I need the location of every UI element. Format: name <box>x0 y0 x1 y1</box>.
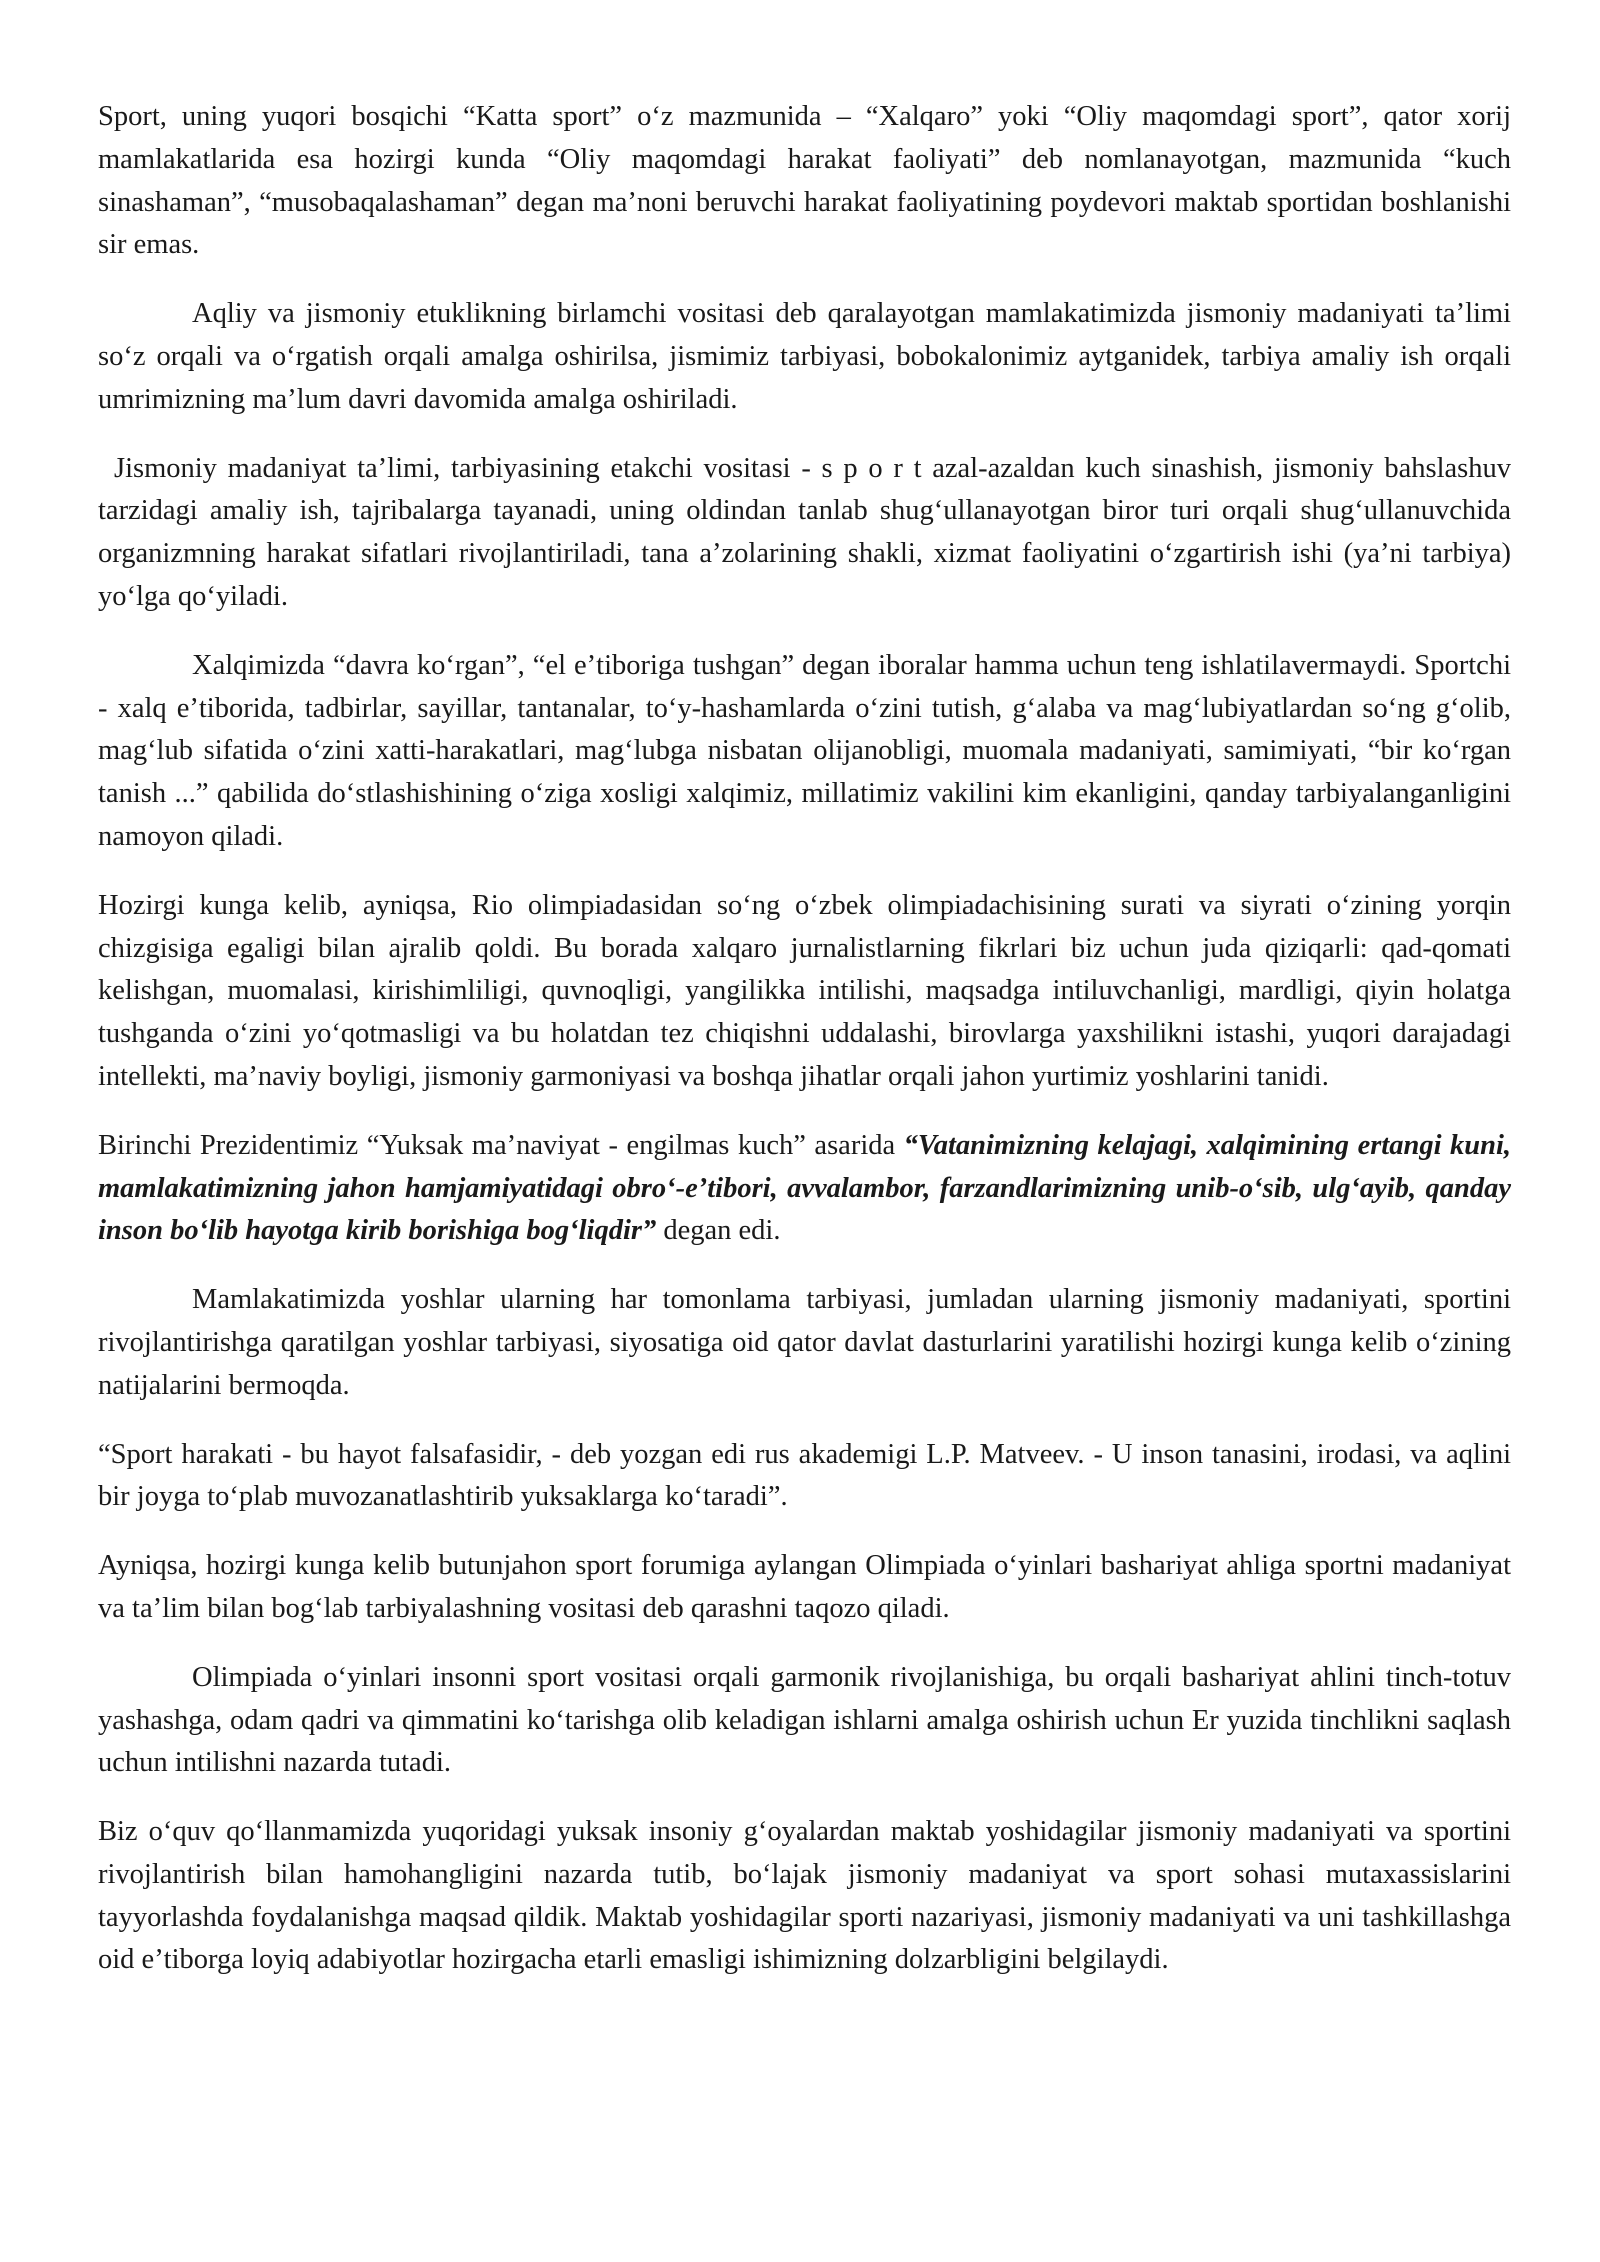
paragraph: Mamlakatimizda yoshlar ularning har tomonlama tarbiyasi, jumladan ularning jismoniy madaniyati, sportini rivojlantirishga qaratilgan yoshlar tarbiyasi, siyosatiga oid qator davlat dasturlarini yaratilishi hozirgi kunga kelib oʻzining natijalarini bermoqda. <box>98 1284 1511 1401</box>
paragraph: Jismoniy madaniyat taʼlimi, tarbiyasining etakchi vositasi - s p o r t azal-azaldan kuch sinashish, jismoniy bahslashuv tarzidagi amaliy ish, tajribalarga tayanadi, uning oldindan tanlab shugʻullanayotgan biror turi orqali shugʻullanuvchida organizmning harakat sifatlari rivojlantiriladi, tana aʼzolarining shakli, xizmat faoliyatini oʻzgartirish ishi (yaʼni tarbiya) yoʻlga qoʻyiladi. <box>98 452 1511 612</box>
paragraph: “Sport harakati - bu hayot falsafasidir, - deb yozgan edi rus akademigi L.P. Matveev. - U inson tanasini, irodasi, va aqlini bir joyga toʻplab muvozanatlashtirib yuksaklarga koʻtaradi”. <box>98 1438 1511 1513</box>
paragraph: Sport, uning yuqori bosqichi “Katta sport” oʻz mazmunida – “Xalqaro” yoki “Oliy maqomdagi sport”, qator xorij mamlakatlarida esa hozirgi kunda “Oliy maqomdagi harakat faoliyati” deb nomlanayotgan, mazmunida “kuch sinashaman”, “musobaqalashaman” degan maʼnoni beruvchi harakat faoliyatining poydevori maktab sportidan boshlanishi sir emas. <box>98 101 1511 261</box>
paragraph-with-quote <box>98 1125 1511 1253</box>
paragraph-text: degan edi. <box>656 1215 781 1247</box>
paragraph: Hozirgi kunga kelib, ayniqsa, Rio olimpiadasidan soʻng oʻzbek olimpiadachisining surati va siyrati oʻzining yorqin chizgisiga egaligi bilan ajralib qoldi. Bu borada xalqaro jurnalistlarning fikrlari biz uchun juda qiziqarli: qad-qomati kelishgan, muomalasi, kirishimliligi, quvnoqligi, yangilikka intilishi, maqsadga intiluvchanligi, mardligi, qiyin holatga tushganda oʻzini yoʻqotmasligi va bu holatdan tez chiqishni uddalashi, birovlarga yaxshilikni istashi, yuqori darajadagi intellekti, maʼnaviy boyligi, jismoniy garmoniyasi va boshqa jihatlar orqali jahon yurtimiz yoshlarini tanidi. <box>98 889 1511 1092</box>
paragraph: Olimpiada oʻyinlari insonni sport vositasi orqali garmonik rivojlanishiga, bu orqali bashariyat ahlini tinch-totuv yashashga, odam qadri va qimmatini koʻtarishga olib keladigan ishlarni amalga oshirish uchun Er yuzida tinchlikni saqlash uchun intilishni nazarda tutadi. <box>98 1661 1511 1779</box>
emphasized-quote: “Vatanimizning kelajagi, xalqimining ertangi kuni, mamlakatimizning jahon hamjamiyatidagi obroʻ-eʼtibori, avvalambor, farzandlarimizning unib-oʻsib, ulgʻayib, qanday inson boʻlib hayotga kirib borishiga bogʻliqdir” <box>98 1129 1511 1247</box>
paragraph: Xalqimizda “davra koʻrgan”, “el eʼtiboriga tushgan” degan iboralar hamma uchun teng ishlatilavermaydi. Sportchi - xalq eʼtiborida, tadbirlar, sayillar, tantanalar, toʻy-hashamlarda oʻzini tutish, gʻalaba va magʻlubiyatlardan soʻng gʻolib, magʻlub sifatida oʻzini xatti-harakatlari, magʻlubga nisbatan olijanobligi, muomala madaniyati, samimiyati, “bir koʻrgan tanish ...” qabilida doʻstlashishining oʻziga xosligi xalqimiz, millatimiz vakilini kim ekanligini, qanday tarbiyalanganligini namoyon qiladi. <box>98 649 1511 852</box>
document-page <box>98 96 1511 2008</box>
paragraph-text: Birinchi Prezidentimiz “Yuksak maʼnaviyat - engilmas kuch” asarida <box>98 1129 904 1161</box>
paragraph: Ayniqsa, hozirgi kunga kelib butunjahon sport forumiga aylangan Olimpiada oʻyinlari bashariyat ahliga sportni madaniyat va taʼlim bilan bogʻlab tarbiyalashning vositasi deb qarashni taqozo qiladi. <box>98 1550 1511 1624</box>
paragraph: Biz oʻquv qoʻllanmamizda yuqoridagi yuksak insoniy gʻoyalardan maktab yoshidagilar jismoniy madaniyati va sportini rivojlantirish bilan hamohangligini nazarda tutib, boʻlajak jismoniy madaniyat va sport sohasi mutaxassislarini tayyorlashda foydalanishga maqsad qildik. Maktab yoshidagilar sporti nazariyasi, jismoniy madaniyati va uni tashkillashga oid eʼtiborga loyiq adabiyotlar hozirgacha etarli emasligi ishimizning dolzarbligini belgilaydi. <box>98 1816 1511 1976</box>
paragraph: Aqliy va jismoniy etuklikning birlamchi vositasi deb qaralayotgan mamlakatimizda jismoniy madaniyati taʼlimi soʻz orqali va oʻrgatish orqali amalga oshirilsa, jismimiz tarbiyasi, bobokalonimiz aytganidek, tarbiya amaliy ish orqali umrimizning maʼlum davri davomida amalga oshiriladi. <box>98 298 1511 415</box>
